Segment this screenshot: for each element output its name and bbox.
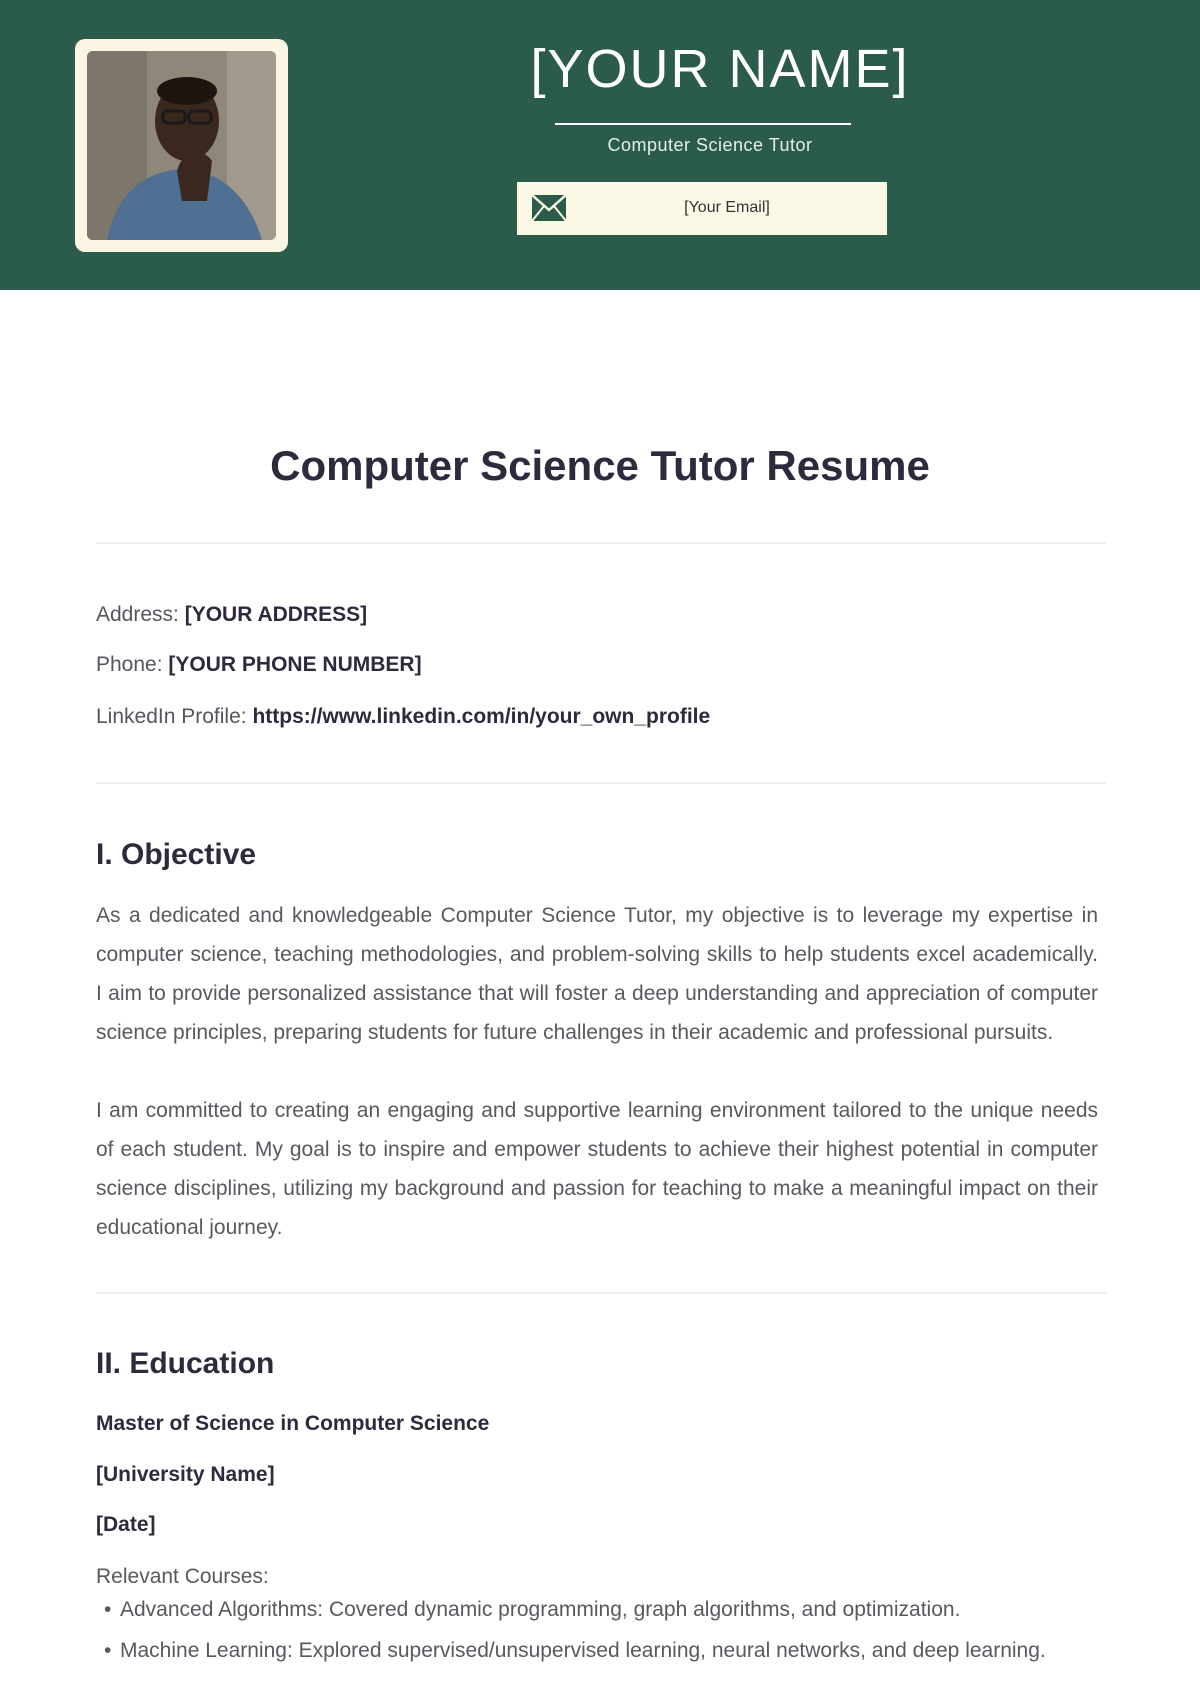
linkedin-value[interactable]: https://www.linkedin.com/in/your_own_profile [252, 705, 711, 728]
university-name: [University Name] [96, 1463, 275, 1486]
candidate-name: [YOUR NAME] [530, 39, 910, 99]
name-divider [555, 123, 851, 125]
courses-label: Relevant Courses: [96, 1565, 269, 1588]
address-label: Address: [96, 603, 179, 626]
phone-value: [YOUR PHONE NUMBER] [168, 653, 422, 676]
linkedin-label: LinkedIn Profile: [96, 705, 247, 728]
envelope-icon [531, 194, 567, 222]
address-value: [YOUR ADDRESS] [184, 603, 368, 626]
objective-paragraph: I am committed to creating an engaging and supportive learning environment tailored to the unique needs of each student. My goal is to inspire and empower students to achieve their highest potential in computer science disciplines, utilizing my background and passion for teaching to make a meaningful impact on their educational journey. [96, 1099, 1098, 1239]
resume-header [0, 0, 1200, 290]
list-item: • Machine Learning: Explored supervised/unsupervised learning, neural networks, and deep learning. [96, 1635, 1098, 1666]
contact-phone [96, 653, 422, 677]
list-item: • Advanced Algorithms: Covered dynamic programming, graph algorithms, and optimization. [96, 1594, 1098, 1625]
photo-frame [75, 39, 288, 252]
divider [96, 782, 1106, 784]
email-box[interactable] [517, 182, 887, 235]
job-title: Computer Science Tutor [607, 135, 813, 155]
email-text: [Your Email] [684, 199, 770, 216]
contact-address [96, 603, 367, 627]
education-heading: II. Education [96, 1347, 275, 1380]
profile-photo-illustration [87, 51, 276, 240]
divider [96, 1292, 1106, 1294]
education-date: [Date] [96, 1513, 156, 1536]
profile-photo [87, 51, 276, 240]
document-title: Computer Science Tutor Resume [270, 442, 930, 489]
phone-label: Phone: [96, 653, 163, 676]
objective-paragraph: As a dedicated and knowledgeable Computer Science Tutor, my objective is to leverage my expertise in computer science, teaching methodologies, and problem-solving skills to help students excel academically. I aim to provide personalized assistance that will foster a deep understanding and appreciation of computer science principles, preparing students for future challenges in their academic and professional pursuits. [96, 904, 1098, 1044]
degree: Master of Science in Computer Science [96, 1412, 490, 1435]
contact-linkedin [96, 705, 710, 729]
divider [96, 542, 1106, 544]
course-list [96, 1594, 1098, 1676]
objective-heading: I. Objective [96, 838, 257, 871]
